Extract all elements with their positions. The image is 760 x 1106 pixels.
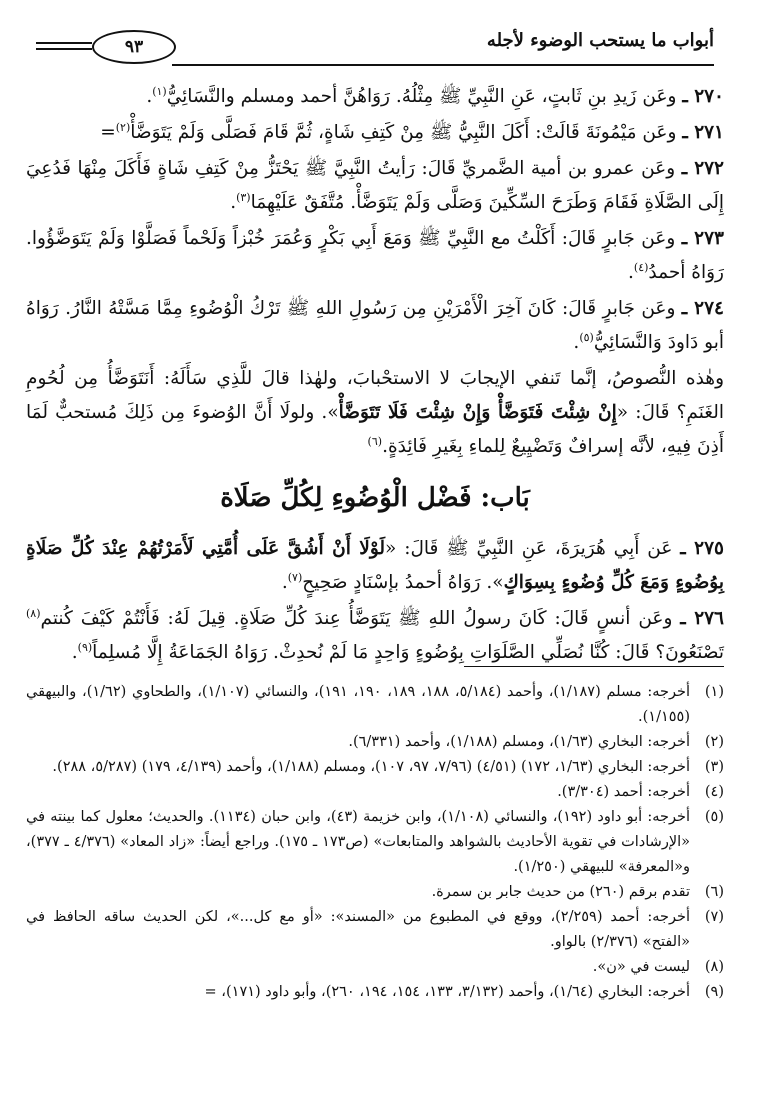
footnote: (٦) تقدم برقم (٢٦٠) من حديث جابر بن سمرة. (431, 884, 724, 900)
footnote-ref[interactable]: (١) (152, 84, 167, 98)
header-line (172, 64, 714, 66)
footnotes (26, 680, 724, 1005)
footnote-ref[interactable]: (٧) (287, 570, 303, 584)
hadith-274: ٢٧٤ ـ وعَن جَابرٍ قَالَ: كَانَ آخِرَ الْأَمْرَيْنِ مِن رَسُولِ اللهِ ﷺ تَرْكُ الْوُضُوءِ مِمَّا مَسَّتْهُ النَّارُ. رَوَاهُ أبو دَاودَ وَالنَّسَائِيُّ$^{(٥)}$. (26, 298, 724, 353)
hadith-272: ٢٧٢ ـ وعَن عمرو بن أمية الضَّمريِّ قَالَ: رَأيتُ النَّبِيَّ ﷺ يَحْتَزُّ مِنْ كَتِفِ شَاةٍ فَأَكَلَ مِنْهَا فَدُعِيَ إِلَى الصَّلَاةِ فَقَامَ وَطَرَحَ السِّكِّينَ وَصَلَّى وَلَمْ يَتَوَضَّأْ. مُتَّفَقٌ عَلَيْهِمَا$^{(٣)}$. (26, 158, 724, 213)
header-title: أبواب ما يستحب الوضوء لأجله (486, 30, 714, 51)
footnote: (١) أخرجه: مسلم (١/١٨٧)، وأحمد (٥/١٨٤، ١٨٨، ١٨٩، ١٩٠، ١٩١)، والنسائي (١/١٠٧)، والطحاوي (١/٦٢)، والبيهقي (١/١٥٥). (26, 684, 724, 725)
footnote-ref[interactable]: (٤) (633, 260, 649, 274)
page-number: ٩٣ (92, 30, 176, 64)
hadith-275: ٢٧٥ ـ عَن أَبِي هُرَيرَةَ، عَنِ النَّبِيِّ ﷺ قَالَ: «لَوْلَا أَنْ أَشُقَّ عَلَى أُمَّتِي لَأَمَرْتُهُمْ عِنْدَ كُلِّ صَلَاةٍ بِوُضُوءٍ وَمَعَ كُلِّ وُضُوءٍ بِسِوَاكٍ». رَوَاهُ أحمدُ بإسْنَادٍ صَحِيحٍ$^{(٧)}$. (26, 538, 724, 593)
footnote-ref[interactable]: (٣) (236, 190, 251, 204)
running-header (36, 28, 714, 66)
header-rule (36, 42, 92, 44)
hadith-271: ٢٧١ ـ وعَن مَيْمُونَةَ قَالَتْ: أَكَلَ النَّبِيُّ ﷺ مِنْ كَتِفِ شَاةٍ، ثُمَّ قَامَ فَصَلَّى وَلَمْ يَتَوَضَّأْ$^{(٢)}$= (100, 120, 724, 143)
hadith-276: ٢٧٦ ـ وعَن أنسٍ قَالَ: كَانَ رسولُ اللهِ ﷺ يَتَوَضَّأُ عِندَ كُلِّ صَلَاةٍ. قِيلَ لَهُ: فَأَنْتُمْ كَيْفَ كُنتم$^{(٨)}$ تَصْنَعُونَ؟ قَالَ: كُنَّا نُصَلِّي الصَّلَوَاتِ بِوُضُوءٍ وَاحِدٍ مَا لَمْ نُحدِثْ. رَوَاهُ الجَمَاعَةُ إِلَّا مُسلِماً$^{(٩)}$. (26, 606, 724, 663)
header-rule (36, 48, 92, 50)
footnote-ref[interactable]: (٦) (367, 434, 383, 448)
footnote: (٥) أخرجه: أبو داود (١٩٢)، والنسائي (١/١٠٨)، وابن خزيمة (٤٣)، وابن حبان (١١٣٤). والحديث؛ معلول كما بينته في «الإرشادات في تقوية الأحاديث بالشواهد والمتابعات» (ص١٧٣ ـ ١٧٥). وراجع أيضاً: «زاد المعاد» (٤/٣٧٦ ـ ٣٧٧)، و«المعرفة» للبيهقي (١/٢٥٠). (26, 809, 724, 875)
footnote: (٩) أخرجه: البخاري (١/٦٤)، وأحمد (٣/١٣٢، ١٣٣، ١٥٤، ١٩٤، ٢٦٠)، وأبو داود (١٧١)، = (204, 984, 724, 1000)
footnote: (٢) أخرجه: البخاري (١/٦٣)، ومسلم (١/١٨٨)، وأحمد (٦/٣٣١). (348, 734, 724, 750)
footnote-ref[interactable]: (٩) (77, 640, 93, 654)
hadith-270: ٢٧٠ ـ وعَن زَيدِ بنِ ثَابتٍ، عَنِ النَّبِيِّ ﷺ مِثْلُهُ. رَوَاهُنَّ أحمد ومسلم والنَّسَائِيُّ$^{(١)}$. (146, 84, 724, 107)
footnote-divider (464, 666, 724, 667)
footnote-ref[interactable]: (٨) (26, 606, 41, 620)
commentary: وهٰذه النُّصوصُ، إنَّما تَنفي الإيجابَ لا الاستحْبابَ، ولهٰذا قالَ للَّذِي سَأَلَهُ: أَنَتَوَضَّأُ مِن لُحُومِ الغَنَمِ؟ قَالَ: «إِنْ شِئْتَ فَتَوَضَّأْ وَإِنْ شِئْتَ فَلَا تَتَوَضَّأْ». ولولَا أَنَّ الوُضوءَ مِن ذَلِكَ مُستحبٌّ لَمَا أَذِنَ فِيهِ، لأنَّه إسرافٌ وَتَضْيِيعٌ لِلماءِ بِغَيرِ فَائِدَةٍ.$^{(٦)}$ (26, 368, 724, 457)
footnote-ref[interactable]: (٥) (579, 330, 594, 344)
hadith-273: ٢٧٣ ـ وعَن جَابرٍ قَالَ: أَكَلْتُ مع النَّبِيِّ ﷺ وَمَعَ أَبِي بَكْرٍ وَعُمَرَ خُبْزاً وَلَحْماً فَصَلَّوْا وَلَمْ يَتَوَضَّؤُوا. رَوَاهُ أحمدُ$^{(٤)}$. (26, 228, 724, 283)
footnote: (٧) أخرجه: أحمد (٢/٢٥٩)، ووقع في المطبوع من «المسند»: «أو مع كل...»، لكن الحديث ساقه الحافظ في «الفتح» (٢/٣٧٦) بالواو. (26, 909, 724, 950)
chapter-title: بَاب: فَضْل الْوُضُوءِ لِكُلِّ صَلَاة (220, 483, 530, 513)
footnote: (٣) أخرجه: البخاري (١/٦٣، ١٧٢) (٤/٥١) (٧/٩٦، ٩٧، ١٠٧)، ومسلم (١/١٨٨)، وأحمد (٤/١٣٩، ١٧٩) (٥/٢٨٧، ٢٨٨). (52, 759, 724, 775)
main-text (26, 80, 724, 672)
footnote: (٤) أخرجه: أحمد (٣/٣٠٤). (557, 784, 724, 800)
footnote: (٨) ليست في «ن». (592, 959, 724, 975)
footnote-ref[interactable]: (٢) (115, 120, 131, 134)
